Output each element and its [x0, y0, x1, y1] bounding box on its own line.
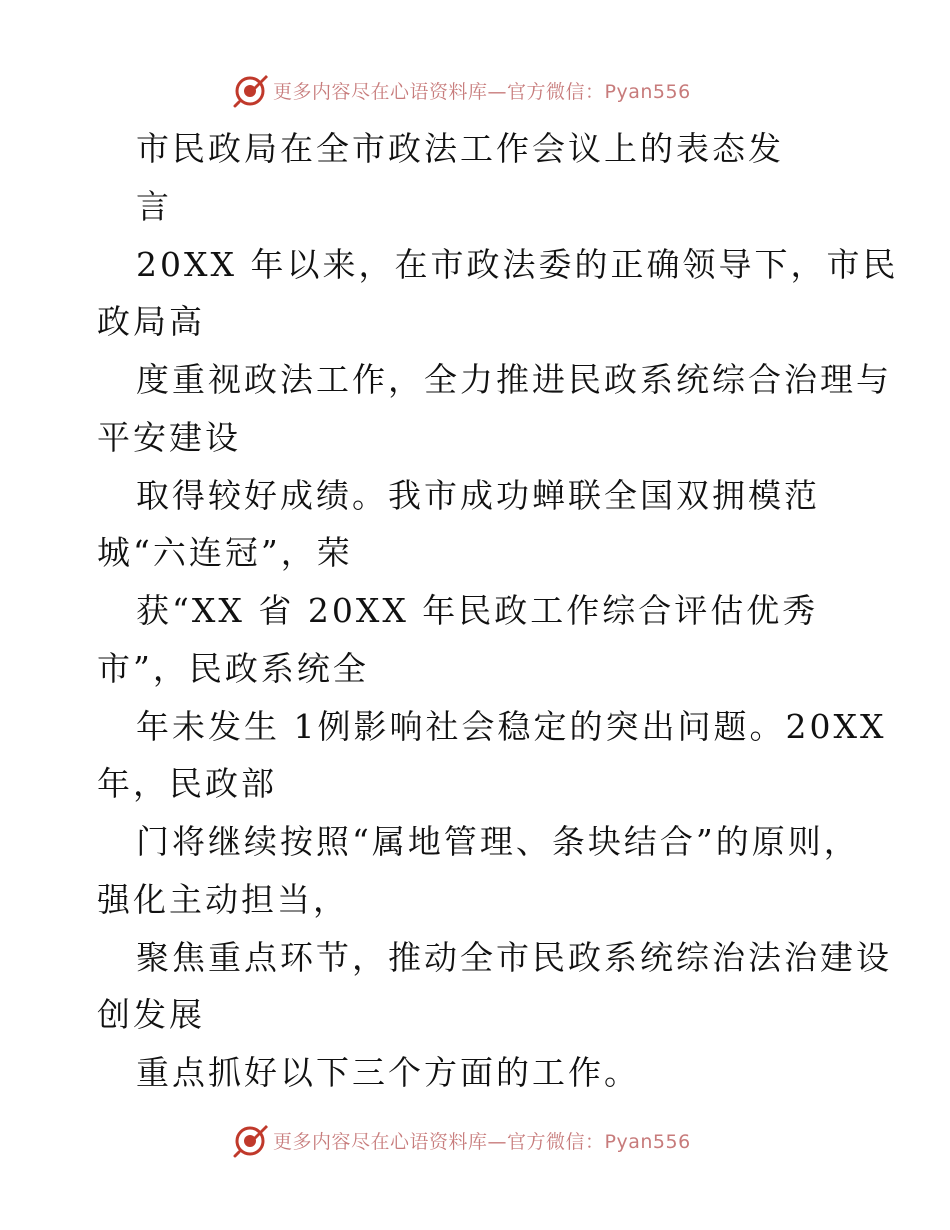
paragraph-line: 20XX 年以来，在市政法委的正确领导下，市民	[136, 245, 899, 284]
paragraph-line: 重点抓好以下三个方面的工作。	[136, 1053, 640, 1092]
paragraph-line: 创发展	[97, 995, 205, 1034]
paragraph-line: 取得较好成绩。我市成功蝉联全国双拥模范	[136, 476, 820, 515]
paragraph-line: 政局高	[97, 302, 205, 341]
footer-watermark	[233, 1121, 691, 1159]
title-line-2: 言	[136, 187, 172, 226]
pen-seal-logo-icon	[233, 72, 269, 108]
paragraph-line: 度重视政法工作，全力推进民政系统综合治理与	[136, 360, 892, 399]
paragraph-line: 年未发生 1例影响社会稳定的突出问题。20XX	[136, 707, 887, 746]
header-watermark	[233, 71, 691, 109]
paragraph-line: 城“六连冠”，荣	[97, 533, 353, 572]
paragraph-line: 平安建设	[97, 418, 241, 457]
watermark-text: 更多内容尽在心语资料库—官方微信：Pyan556	[273, 1130, 691, 1153]
paragraph-line: 聚焦重点环节，推动全市民政系统综治法治建设	[136, 938, 892, 977]
title-line-1: 市民政局在全市政法工作会议上的表态发	[136, 129, 784, 168]
paragraph-line: 市”，民政系统全	[97, 649, 369, 688]
paragraph-line: 获“XX 省 20XX 年民政工作综合评估优秀	[136, 591, 819, 630]
paragraph-line: 门将继续按照“属地管理、条块结合”的原则，	[136, 822, 860, 861]
paragraph-line: 强化主动担当，	[97, 880, 349, 919]
pen-seal-logo-icon	[233, 1122, 269, 1158]
paragraph-line: 年，民政部	[97, 764, 277, 803]
watermark-text: 更多内容尽在心语资料库—官方微信：Pyan556	[273, 80, 691, 103]
